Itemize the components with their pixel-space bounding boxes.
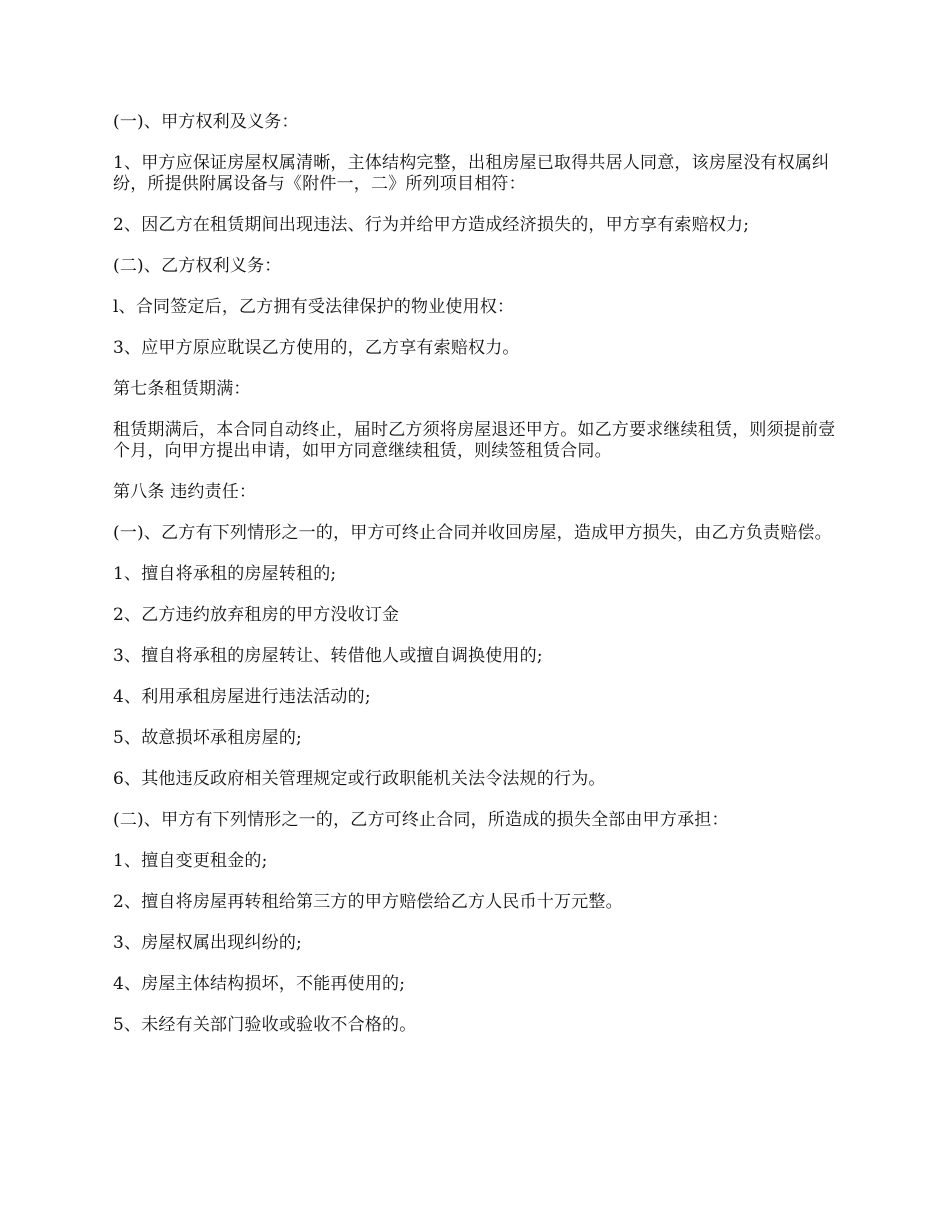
breach-a-item-4: 4、房屋主体结构损坏，不能再使用的; bbox=[113, 974, 406, 994]
section-heading-party-a-rights: (一)、甲方权利及义务： bbox=[113, 112, 299, 132]
breach-a-item-5: 5、未经有关部门验收或验收不合格的。 bbox=[113, 1015, 417, 1035]
clause-party-a-2: 2、因乙方在租赁期间出现违法、行为并给甲方造成经济损失的，甲方享有索赔权力; bbox=[113, 215, 750, 235]
article-8-section-2-heading: (二)、甲方有下列情形之一的，乙方可终止合同，所造成的损失全部由甲方承担： bbox=[113, 810, 729, 830]
breach-b-item-6: 6、其他违反政府相关管理规定或行政职能机关法令法规的行为。 bbox=[113, 769, 606, 789]
breach-b-item-4: 4、利用承租房屋进行违法活动的; bbox=[113, 687, 371, 707]
section-heading-party-b-rights: (二)、乙方权利义务： bbox=[113, 256, 282, 276]
breach-a-item-1: 1、擅自变更租金的; bbox=[113, 851, 268, 871]
breach-b-item-1: 1、擅自将承租的房屋转租的; bbox=[113, 564, 337, 584]
clause-party-b-3: 3、应甲方原应耽误乙方使用的，乙方享有索赔权力。 bbox=[113, 338, 520, 358]
article-8-heading: 第八条 违约责任： bbox=[113, 482, 257, 502]
article-8-section-1-heading: (一)、乙方有下列情形之一的，甲方可终止合同并收回房屋，造成甲方损失，由乙方负责赔偿。 bbox=[113, 523, 832, 543]
breach-b-item-3: 3、擅自将承租的房屋转让、转借他人或擅自调换使用的; bbox=[113, 646, 543, 666]
breach-b-item-5: 5、故意损坏承租房屋的; bbox=[113, 728, 302, 748]
breach-a-item-2: 2、擅自将房屋再转租给第三方的甲方赔偿给乙方人民币十万元整。 bbox=[113, 892, 623, 912]
clause-party-b-1: l、合同签定后，乙方拥有受法律保护的物业使用权： bbox=[113, 297, 515, 317]
breach-a-item-3: 3、房屋权属出现纠纷的; bbox=[113, 933, 302, 953]
article-7-heading: 第七条租赁期满： bbox=[113, 379, 251, 399]
article-7-body: 租赁期满后，本合同自动终止，届时乙方须将房屋退还甲方。如乙方要求继续租赁，则须提前壹个月，向甲方提出申请，如甲方同意继续租赁，则续签租赁合同。 bbox=[113, 420, 836, 461]
breach-b-item-2: 2、乙方违约放弃租房的甲方没收订金 bbox=[113, 605, 400, 625]
clause-party-a-1: 1、甲方应保证房屋权属清晰，主体结构完整，出租房屋已取得共居人同意，该房屋没有权属纠纷，所提供附属设备与《附件一，二》所列项目相符： bbox=[113, 153, 830, 194]
document-page bbox=[113, 112, 843, 1056]
